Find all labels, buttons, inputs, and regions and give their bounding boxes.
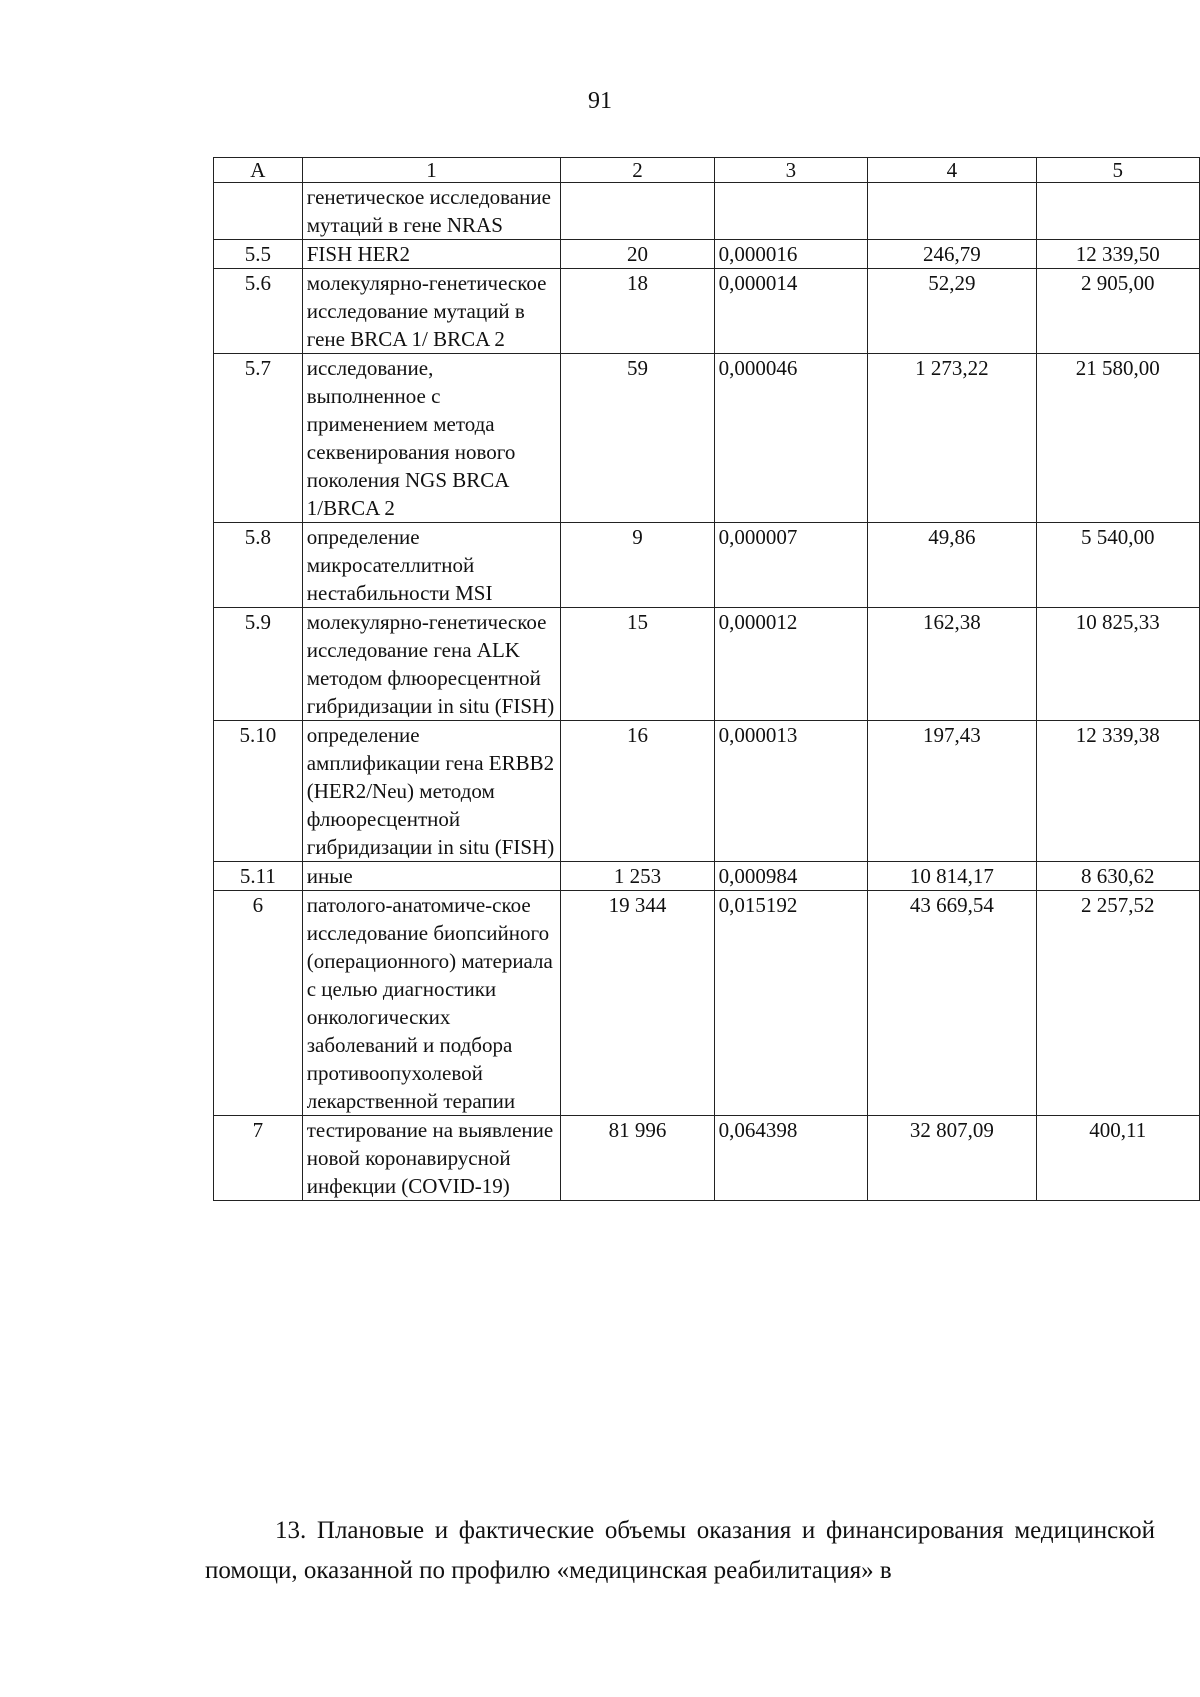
row-number: 5.6 xyxy=(214,269,303,354)
section-paragraph-text: 13. Плановые и фактические объемы оказания и финансирования медицинской помощи, оказанной по профилю «медицинская реабилитация» в xyxy=(205,1517,1155,1584)
row-col2: 15 xyxy=(561,608,714,721)
row-col5: 2 905,00 xyxy=(1036,269,1199,354)
row-col3 xyxy=(714,183,868,240)
row-name: иные xyxy=(302,862,561,891)
row-col3: 0,000007 xyxy=(714,523,868,608)
row-name: исследование, выполненное с применением метода секвенирования нового поколения NGS BRCA 1/BRCA 2 xyxy=(302,354,561,523)
row-col2: 19 344 xyxy=(561,891,714,1116)
table-row xyxy=(214,183,1200,240)
row-name: тестирование на выявление новой коронавирусной инфекции (COVID-19) xyxy=(302,1116,561,1201)
page-number: 91 xyxy=(588,88,612,114)
row-name: молекулярно-генетическое исследование мутаций в гене BRCA 1/ BRCA 2 xyxy=(302,269,561,354)
row-name: генетическое исследование мутаций в гене NRAS xyxy=(302,183,561,240)
row-col5: 8 630,62 xyxy=(1036,862,1199,891)
table-header-row xyxy=(214,158,1200,183)
row-col3: 0,015192 xyxy=(714,891,868,1116)
row-col3: 0,064398 xyxy=(714,1116,868,1201)
row-col5: 12 339,38 xyxy=(1036,721,1199,862)
row-name: определение амплификации гена ERBB2 (HER2/Neu) методом флюоресцентной гибридизации in situ (FISH) xyxy=(302,721,561,862)
row-col5: 400,11 xyxy=(1036,1116,1199,1201)
row-col4: 197,43 xyxy=(868,721,1036,862)
row-col4: 52,29 xyxy=(868,269,1036,354)
row-number: 5.7 xyxy=(214,354,303,523)
row-col5: 2 257,52 xyxy=(1036,891,1199,1116)
row-col2: 20 xyxy=(561,240,714,269)
header-cell-1: 1 xyxy=(302,158,561,183)
row-name: молекулярно-генетическое исследование гена ALK методом флюоресцентной гибридизации in situ (FISH) xyxy=(302,608,561,721)
table-row xyxy=(214,1116,1200,1201)
row-col3: 0,000014 xyxy=(714,269,868,354)
row-number: 5.5 xyxy=(214,240,303,269)
row-col2: 16 xyxy=(561,721,714,862)
section-paragraph xyxy=(205,1511,1155,1591)
row-col2: 1 253 xyxy=(561,862,714,891)
data-table xyxy=(213,157,1200,1201)
row-number xyxy=(214,183,303,240)
row-col3: 0,000984 xyxy=(714,862,868,891)
row-col2: 59 xyxy=(561,354,714,523)
row-number: 5.10 xyxy=(214,721,303,862)
header-cell-4: 4 xyxy=(868,158,1036,183)
row-number: 5.11 xyxy=(214,862,303,891)
row-name: FISH HER2 xyxy=(302,240,561,269)
row-col3: 0,000013 xyxy=(714,721,868,862)
row-col2 xyxy=(561,183,714,240)
row-col4: 246,79 xyxy=(868,240,1036,269)
row-col3: 0,000012 xyxy=(714,608,868,721)
table-row xyxy=(214,523,1200,608)
row-col4: 43 669,54 xyxy=(868,891,1036,1116)
table-row xyxy=(214,891,1200,1116)
row-number: 6 xyxy=(214,891,303,1116)
row-col4 xyxy=(868,183,1036,240)
row-col5 xyxy=(1036,183,1199,240)
row-col4: 32 807,09 xyxy=(868,1116,1036,1201)
row-col4: 10 814,17 xyxy=(868,862,1036,891)
row-col2: 81 996 xyxy=(561,1116,714,1201)
table-row xyxy=(214,721,1200,862)
row-col3: 0,000016 xyxy=(714,240,868,269)
header-cell-3: 3 xyxy=(714,158,868,183)
row-number: 5.9 xyxy=(214,608,303,721)
row-col2: 9 xyxy=(561,523,714,608)
table-row xyxy=(214,269,1200,354)
table-row xyxy=(214,354,1200,523)
row-col4: 162,38 xyxy=(868,608,1036,721)
header-cell-2: 2 xyxy=(561,158,714,183)
row-col3: 0,000046 xyxy=(714,354,868,523)
header-cell-a: А xyxy=(214,158,303,183)
row-col5: 21 580,00 xyxy=(1036,354,1199,523)
row-col5: 10 825,33 xyxy=(1036,608,1199,721)
row-col5: 5 540,00 xyxy=(1036,523,1199,608)
table-row xyxy=(214,240,1200,269)
row-col5: 12 339,50 xyxy=(1036,240,1199,269)
row-number: 7 xyxy=(214,1116,303,1201)
table-row xyxy=(214,608,1200,721)
header-cell-5: 5 xyxy=(1036,158,1199,183)
row-col4: 1 273,22 xyxy=(868,354,1036,523)
table-row xyxy=(214,862,1200,891)
row-number: 5.8 xyxy=(214,523,303,608)
row-name: определение микросателлитной нестабильности MSI xyxy=(302,523,561,608)
row-col4: 49,86 xyxy=(868,523,1036,608)
row-col2: 18 xyxy=(561,269,714,354)
row-name: патолого-анатомиче-ское исследование биопсийного (операционного) материала с целью диагностики онкологических заболеваний и подбора противоопухолевой лекарственной терапии xyxy=(302,891,561,1116)
